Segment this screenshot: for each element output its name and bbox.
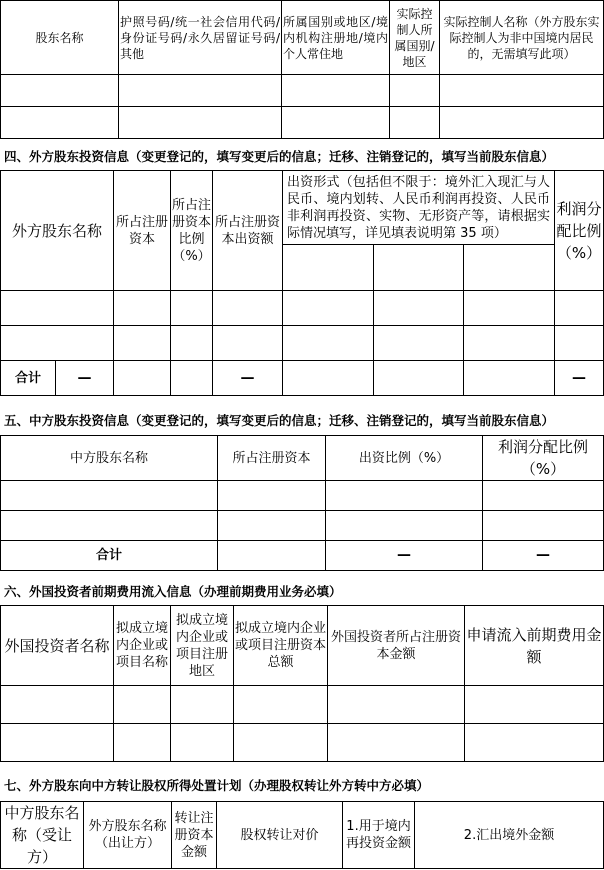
col-id-number: 护照号码/统一社会信用代码/身份证号码/永久居留证号码/其他 (119, 1, 282, 75)
col-investor-capital-amount: 外国投资者所占注册资本金额 (328, 606, 465, 686)
col-preliminary-fee-amount: 申请流入前期费用金额 (465, 606, 604, 686)
section4-title: 四、外方股东投资信息（变更登记的，填写变更后的信息；迁移、注销登记的，填写当前股东信息） (4, 149, 555, 164)
col-remittance-amount: 2.汇出境外金额 (415, 802, 604, 869)
col-profit-ratio: 利润分配比例（%） (555, 171, 604, 291)
col-controller-name: 实际控制人名称（外方股东实际控制人为非中国境内居民的，无需填写此项） (440, 1, 604, 75)
col-foreign-shareholder-name: 外方股东名称 (1, 171, 114, 291)
col-planned-enterprise-region: 拟成立境内企业或项目注册地区 (171, 606, 234, 686)
section7-title: 七、外方股东向中方转让股权所得处置计划（办理股权转让外方转中方必填） (4, 778, 430, 793)
foreign-investment-section (0, 170, 604, 396)
shareholder-info-section (0, 0, 604, 139)
col-capital-amount: 所占注册资本出资额 (213, 171, 283, 291)
col-reinvestment-amount: 1.用于境内再投资金额 (343, 802, 415, 869)
section6-title: 六、外国投资者前期费用流入信息（办理前期费用业务必填） (4, 584, 342, 599)
table-row (1, 75, 604, 107)
shareholder-info-table (0, 0, 604, 139)
col-chinese-shareholder-name: 中方股东名称 (1, 436, 218, 481)
equity-transfer-table (0, 801, 604, 869)
total-label: 合计 (1, 541, 218, 571)
col-planned-registered-capital: 拟成立境内企业或项目注册资本总额 (234, 606, 328, 686)
col-contribution-ratio: 出资比例（%） (326, 436, 483, 481)
col-country-region: 所属国别或地区/境内机构注册地/境内个人常住地 (282, 1, 390, 75)
table-row (1, 326, 604, 361)
col-shareholder-name: 股东名称 (1, 1, 119, 75)
chinese-investment-section (0, 435, 604, 571)
col-registered-capital: 所占注册资本 (218, 436, 326, 481)
total-dash: — (56, 361, 114, 396)
preliminary-fee-section (0, 605, 604, 762)
total-row (1, 361, 604, 396)
total-dash: — (213, 361, 283, 396)
col-capital-ratio: 所占注册资本比例（%） (171, 171, 213, 291)
col-foreign-investor-name: 外国投资者名称 (1, 606, 114, 686)
table-row (1, 724, 604, 762)
col-planned-enterprise-name: 拟成立境内企业或项目名称 (114, 606, 171, 686)
col-registered-capital: 所占注册资本 (114, 171, 171, 291)
col-transferor-name: 外方股东名称（出让方） (84, 802, 172, 869)
col-contribution-form: 出资形式（包括但不限于：境外汇入现汇与人民币、境内划转、人民币利润再投资、人民币非利润再投资、实物、无形资产等，请根据实际情况填写，详见填表说明第 35 项） (283, 171, 555, 245)
table-row (1, 481, 604, 511)
total-dash: — (326, 541, 483, 571)
col-transferee-name: 中方股东名称（受让方） (1, 802, 84, 869)
table-row (1, 686, 604, 724)
chinese-investment-table (0, 435, 604, 571)
col-transfer-capital: 转让注册资本金额 (172, 802, 217, 869)
col-transfer-consideration: 股权转让对价 (217, 802, 343, 869)
table-row (1, 511, 604, 541)
foreign-investment-table (0, 170, 604, 396)
equity-transfer-section (0, 801, 604, 869)
col-profit-ratio: 利润分配比例（%） (483, 436, 604, 481)
table-row (1, 291, 604, 326)
table-row (1, 107, 604, 139)
total-dash: — (555, 361, 604, 396)
section5-title: 五、中方股东投资信息（变更登记的，填写变更后的信息；迁移、注销登记的，填写当前股东信息） (4, 413, 555, 428)
total-label: 合计 (1, 361, 56, 396)
preliminary-fee-table (0, 605, 604, 762)
total-row (1, 541, 604, 571)
total-dash: — (483, 541, 604, 571)
col-controller-country: 实际控制人所属国别/地区 (390, 1, 440, 75)
